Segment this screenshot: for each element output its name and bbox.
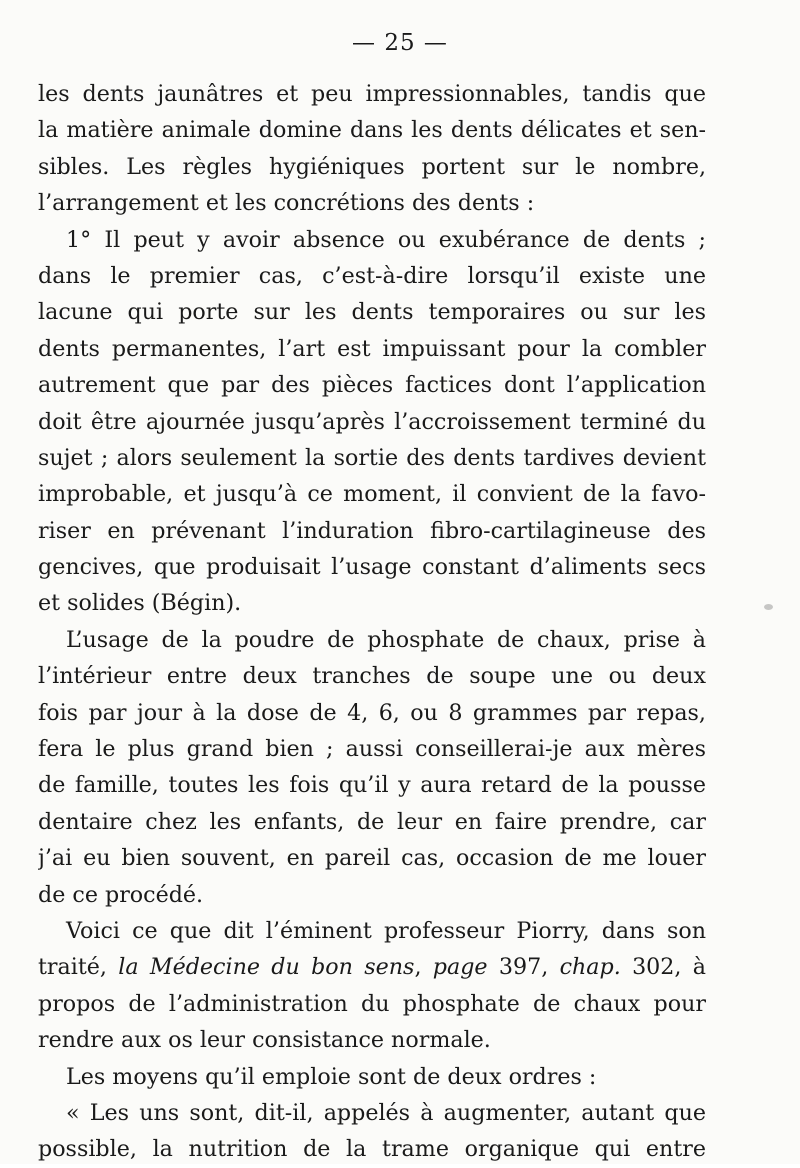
text-line: dans le premier cas, c’est-à-dire lorsqu’il existe une [38,262,706,289]
text-line: l’intérieur entre deux tranches de soupe une ou deux [38,663,706,690]
body-text [38,76,706,1168]
text-line: j’ai eu bien souvent, en pareil cas, occasion de me louer [38,845,706,872]
paper-speck [764,604,773,610]
citation-prefix: traité, [38,954,119,981]
text-line: « Les uns sont, dit-il, appelés à augmenter, autant que [66,1099,706,1126]
text-line: et solides (Bégin). [38,590,242,617]
text-line: dents permanentes, l’art est impuissant pour la combler [38,335,706,362]
text-line: fera le plus grand bien ; aussi conseillerai-je aux mères [38,736,706,763]
text-line: possible, la nutrition de la trame organique qui entre [38,1136,706,1163]
text-line: Voici ce que dit l’éminent professeur Piorry, dans son [66,917,706,944]
text-line: fois par jour à la dose de 4, 6, ou 8 grammes par repas, [38,699,706,726]
text-line: sujet ; alors seulement la sortie des dents tardives devient [38,444,706,471]
text-line: gencives, que produisait l’usage constant d’aliments secs [38,554,706,581]
text-line: lacune qui porte sur les dents temporaires ou sur les [38,299,706,326]
text-line: Les moyens qu’il emploie sont de deux ordres : [66,1063,597,1090]
chapter-word: chap. [559,954,621,981]
page-number: — 25 — [352,30,448,56]
text-line: L’usage de la poudre de phosphate de chaux, prise à [66,626,706,653]
text-line: de ce procédé. [38,881,204,908]
book-title: la Médecine du bon sens [118,954,415,981]
text-line: doit être ajournée jusqu’après l’accroissement terminé du [38,408,706,435]
text-line: propos de l’administration du phosphate de chaux pour [38,990,706,1017]
text-line-with-citation [38,949,706,985]
text-line: l’arrangement et les concrétions des dents : [38,190,535,217]
citation-separator: , [414,954,433,981]
text-line: autrement que par des pièces factices dont l’application [38,372,706,399]
text-line: rendre aux os leur consistance normale. [38,1027,491,1054]
text-line: improbable, et jusqu’à ce moment, il convient de la favo- [38,481,706,508]
page-reference: 397, [487,954,560,981]
text-line: riser en prévenant l’induration fibro-cartilagineuse des [38,517,706,544]
text-line: les dents jaunâtres et peu impressionnables, tandis que [38,81,706,107]
page-word: page [432,954,488,981]
text-line: 1° Il peut y avoir absence ou exubérance de dents ; [66,226,706,253]
chapter-reference: 302, à [620,954,706,981]
text-line: sibles. Les règles hygiéniques portent sur le nombre, [38,153,706,180]
text-line: dentaire chez les enfants, de leur en faire prendre, car [38,808,706,835]
text-line: de famille, toutes les fois qu’il y aura retard de la pousse [38,772,706,799]
text-line: la matière animale domine dans les dents délicates et sen- [38,117,706,144]
